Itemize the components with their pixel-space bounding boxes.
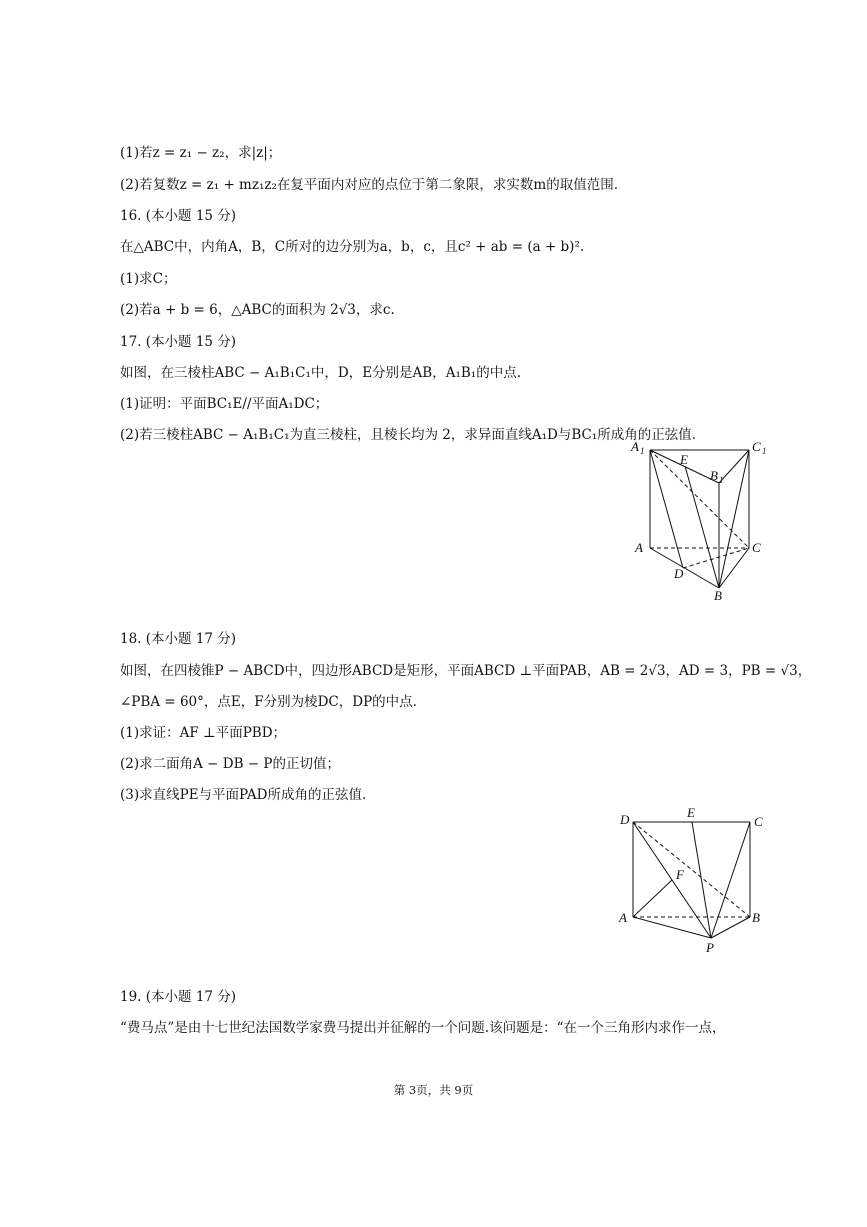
label-C: C: [754, 814, 763, 829]
label-P: P: [706, 940, 714, 955]
label-C1-sub: 1: [762, 446, 767, 456]
label-C1: C: [752, 439, 761, 454]
q18-part1: (1)求证：AF ⊥平面PBD；: [120, 725, 287, 741]
label-A1: A: [631, 439, 639, 454]
q17-stem: 如图，在三棱柱ABC − A₁B₁C₁中，D，E分别是AB，A₁B₁的中点.: [120, 365, 522, 381]
label-F: F: [676, 867, 684, 882]
label-B: B: [714, 588, 722, 603]
label-E: E: [687, 805, 695, 820]
q16-part2: (2)若a + b = 6，△ABC的面积为 2√3，求c.: [120, 302, 395, 318]
q16-heading: 16. (本小题 15 分): [120, 208, 237, 224]
label-A: A: [619, 910, 627, 925]
pyramid-figure: [616, 802, 776, 957]
prism-figure: [625, 438, 775, 608]
q16-part1: (1)求C；: [120, 271, 177, 287]
label-A1-sub: 1: [640, 446, 645, 456]
q18-stem-line2: ∠PBA = 60°，点E，F分别为棱DC，DP的中点.: [120, 694, 417, 710]
q16-stem: 在△ABC中，内角A，B，C所对的边分别为a，b，c，且c² + ab = (a + b)².: [120, 239, 585, 255]
label-E: E: [680, 452, 688, 467]
label-D: D: [674, 566, 684, 581]
label-D: D: [620, 812, 630, 827]
label-A: A: [635, 540, 643, 555]
q18-stem-line1: 如图，在四棱锥P − ABCD中，四边形ABCD是矩形，平面ABCD ⊥平面PAB，AB = 2√3，AD = 3，PB = √3，: [120, 663, 812, 679]
page-footer: 第 3页，共 9页: [393, 1083, 474, 1097]
q15-part2: (2)若复数z = z₁ + mz₁z₂在复平面内对应的点位于第二象限，求实数m的取值范围.: [120, 177, 618, 193]
label-B: B: [752, 910, 760, 925]
q17-part1: (1)证明：平面BC₁E//平面A₁DC；: [120, 396, 329, 412]
label-C: C: [752, 540, 761, 555]
label-B1-sub: 1: [719, 475, 724, 485]
q15-part1: (1)若z = z₁ − z₂，求|z|；: [120, 145, 282, 161]
q18-part2: (2)求二面角A − DB − P的正切值；: [120, 756, 340, 772]
label-B1: B: [710, 468, 718, 483]
q19-heading: 19. (本小题 17 分): [120, 989, 237, 1005]
q17-part2: (2)若三棱柱ABC − A₁B₁C₁为直三棱柱，且棱长均为 2，求异面直线A₁D与BC₁所成角的正弦值.: [120, 427, 697, 443]
q18-heading: 18. (本小题 17 分): [120, 631, 237, 647]
q18-part3: (3)求直线PE与平面PAD所成角的正弦值.: [120, 787, 367, 803]
q17-heading: 17. (本小题 15 分): [120, 334, 237, 350]
q19-stem: “费马点”是由十七世纪法国数学家费马提出并征解的一个问题.该问题是：“在一个三角形内求作一点，: [120, 1020, 726, 1036]
